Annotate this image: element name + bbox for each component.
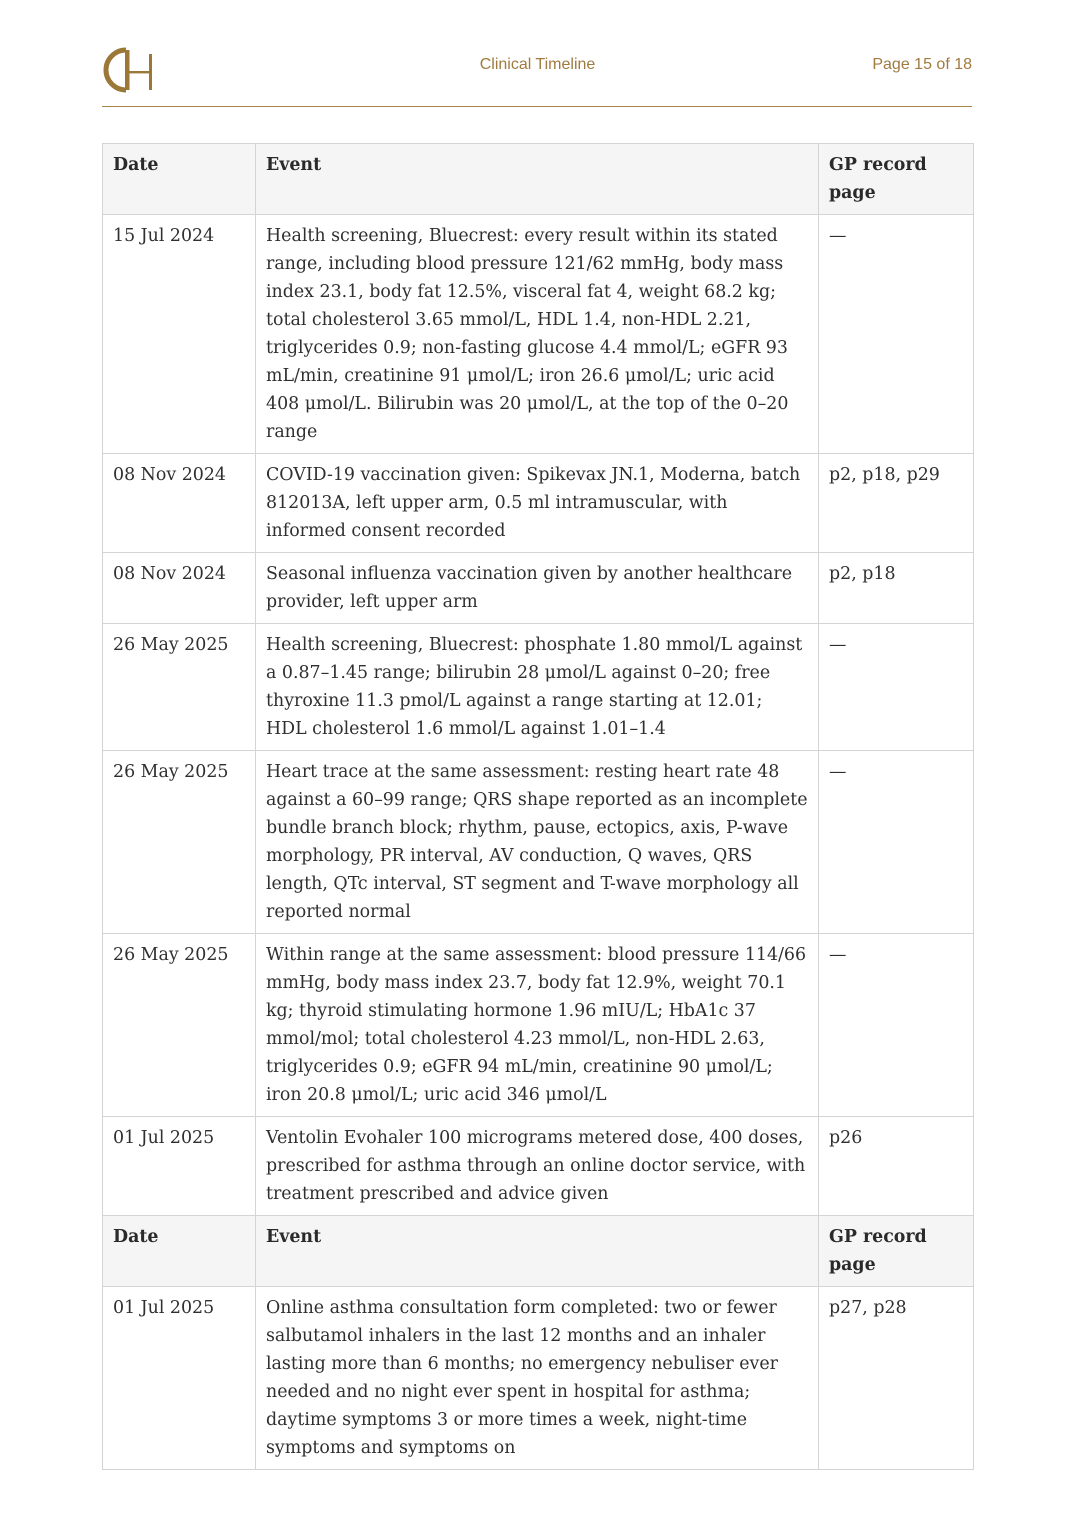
- column-header-date: Date: [103, 144, 256, 215]
- cell-date: 26 May 2025: [103, 624, 256, 751]
- table-row: [103, 934, 974, 1117]
- table-row: [103, 553, 974, 624]
- table-row: [103, 454, 974, 553]
- cell-gp-page: —: [819, 934, 974, 1117]
- cell-event: Health screening, Bluecrest: every result within its stated range, including blood pressure 121/62 mmHg, body mass index 23.1, body fat 12.5%, visceral fat 4, weight 68.2 kg; total cholesterol 3.65 mmol/L, HDL 1.4, non-HDL 2.21, triglycerides 0.9; non-fasting glucose 4.4 mmol/L; eGFR 93 mL/min, creatinine 91 μmol/L; iron 26.6 μmol/L; uric acid 408 μmol/L. Bilirubin was 20 μmol/L, at the top of the 0–20 range: [256, 215, 819, 454]
- table-row: [103, 751, 974, 934]
- cell-event: COVID-19 vaccination given: Spikevax JN.1, Moderna, batch 812013A, left upper arm, 0.5 ml intramuscular, with informed consent recorded: [256, 454, 819, 553]
- cell-date: 08 Nov 2024: [103, 454, 256, 553]
- table-row: [103, 1287, 974, 1470]
- column-header-event: Event: [256, 144, 819, 215]
- cell-gp-page: p26: [819, 1117, 974, 1216]
- table-header-row-repeat: [103, 1216, 974, 1287]
- timeline-table: [102, 143, 974, 1470]
- header-divider: [102, 106, 972, 107]
- table-row: [103, 1117, 974, 1216]
- cell-event: Within range at the same assessment: blood pressure 114/66 mmHg, body mass index 23.7, body fat 12.9%, weight 70.1 kg; thyroid stimulating hormone 1.96 mIU/L; HbA1c 37 mmol/mol; total cholesterol 4.23 mmol/L, non-HDL 2.63, triglycerides 0.9; eGFR 94 mL/min, creatinine 90 μmol/L; iron 20.8 μmol/L; uric acid 346 μmol/L: [256, 934, 819, 1117]
- cell-gp-page: p2, p18: [819, 553, 974, 624]
- cell-gp-page: —: [819, 624, 974, 751]
- cell-event: Online asthma consultation form completed: two or fewer salbutamol inhalers in the last 12 months and an inhaler lasting more than 6 months; no emergency nebuliser ever needed and no night ever spent in hospital for asthma; daytime symptoms 3 or more times a week, night-time symptoms and symptoms on: [256, 1287, 819, 1470]
- column-header-event: Event: [256, 1216, 819, 1287]
- column-header-gp-page: GP record page: [819, 1216, 974, 1287]
- cell-date: 15 Jul 2024: [103, 215, 256, 454]
- document-title: Clinical Timeline: [479, 56, 596, 73]
- cell-date: 26 May 2025: [103, 934, 256, 1117]
- cell-event: Seasonal influenza vaccination given by another healthcare provider, left upper arm: [256, 553, 819, 624]
- cell-event: Ventolin Evohaler 100 micrograms metered dose, 400 doses, prescribed for asthma through an online doctor service, with treatment prescribed and advice given: [256, 1117, 819, 1216]
- cell-date: 08 Nov 2024: [103, 553, 256, 624]
- table-row: [103, 215, 974, 454]
- cell-date: 26 May 2025: [103, 751, 256, 934]
- page-number: Page 15 of 18: [872, 56, 972, 73]
- cell-gp-page: —: [819, 751, 974, 934]
- cell-gp-page: —: [819, 215, 974, 454]
- cell-date: 01 Jul 2025: [103, 1117, 256, 1216]
- column-header-date: Date: [103, 1216, 256, 1287]
- cell-date: 01 Jul 2025: [103, 1287, 256, 1470]
- cell-gp-page: p27, p28: [819, 1287, 974, 1470]
- timeline-table-container: [102, 143, 973, 1458]
- cell-event: Health screening, Bluecrest: phosphate 1.80 mmol/L against a 0.87–1.45 range; bilirubin 28 μmol/L against 0–20; free thyroxine 11.3 pmol/L against a range starting at 12.01; HDL cholesterol 1.6 mmol/L against 1.01–1.4: [256, 624, 819, 751]
- table-header-row: [103, 144, 974, 215]
- table-body: [103, 215, 974, 1470]
- cell-gp-page: p2, p18, p29: [819, 454, 974, 553]
- cell-event: Heart trace at the same assessment: resting heart rate 48 against a 60–99 range; QRS shape reported as an incomplete bundle branch block; rhythm, pause, ectopics, axis, P-wave morphology, PR interval, AV conduction, Q waves, QRS length, QTc interval, ST segment and T-wave morphology all reported normal: [256, 751, 819, 934]
- column-header-gp-record-page: GP record page: [819, 144, 974, 215]
- table-row: [103, 624, 974, 751]
